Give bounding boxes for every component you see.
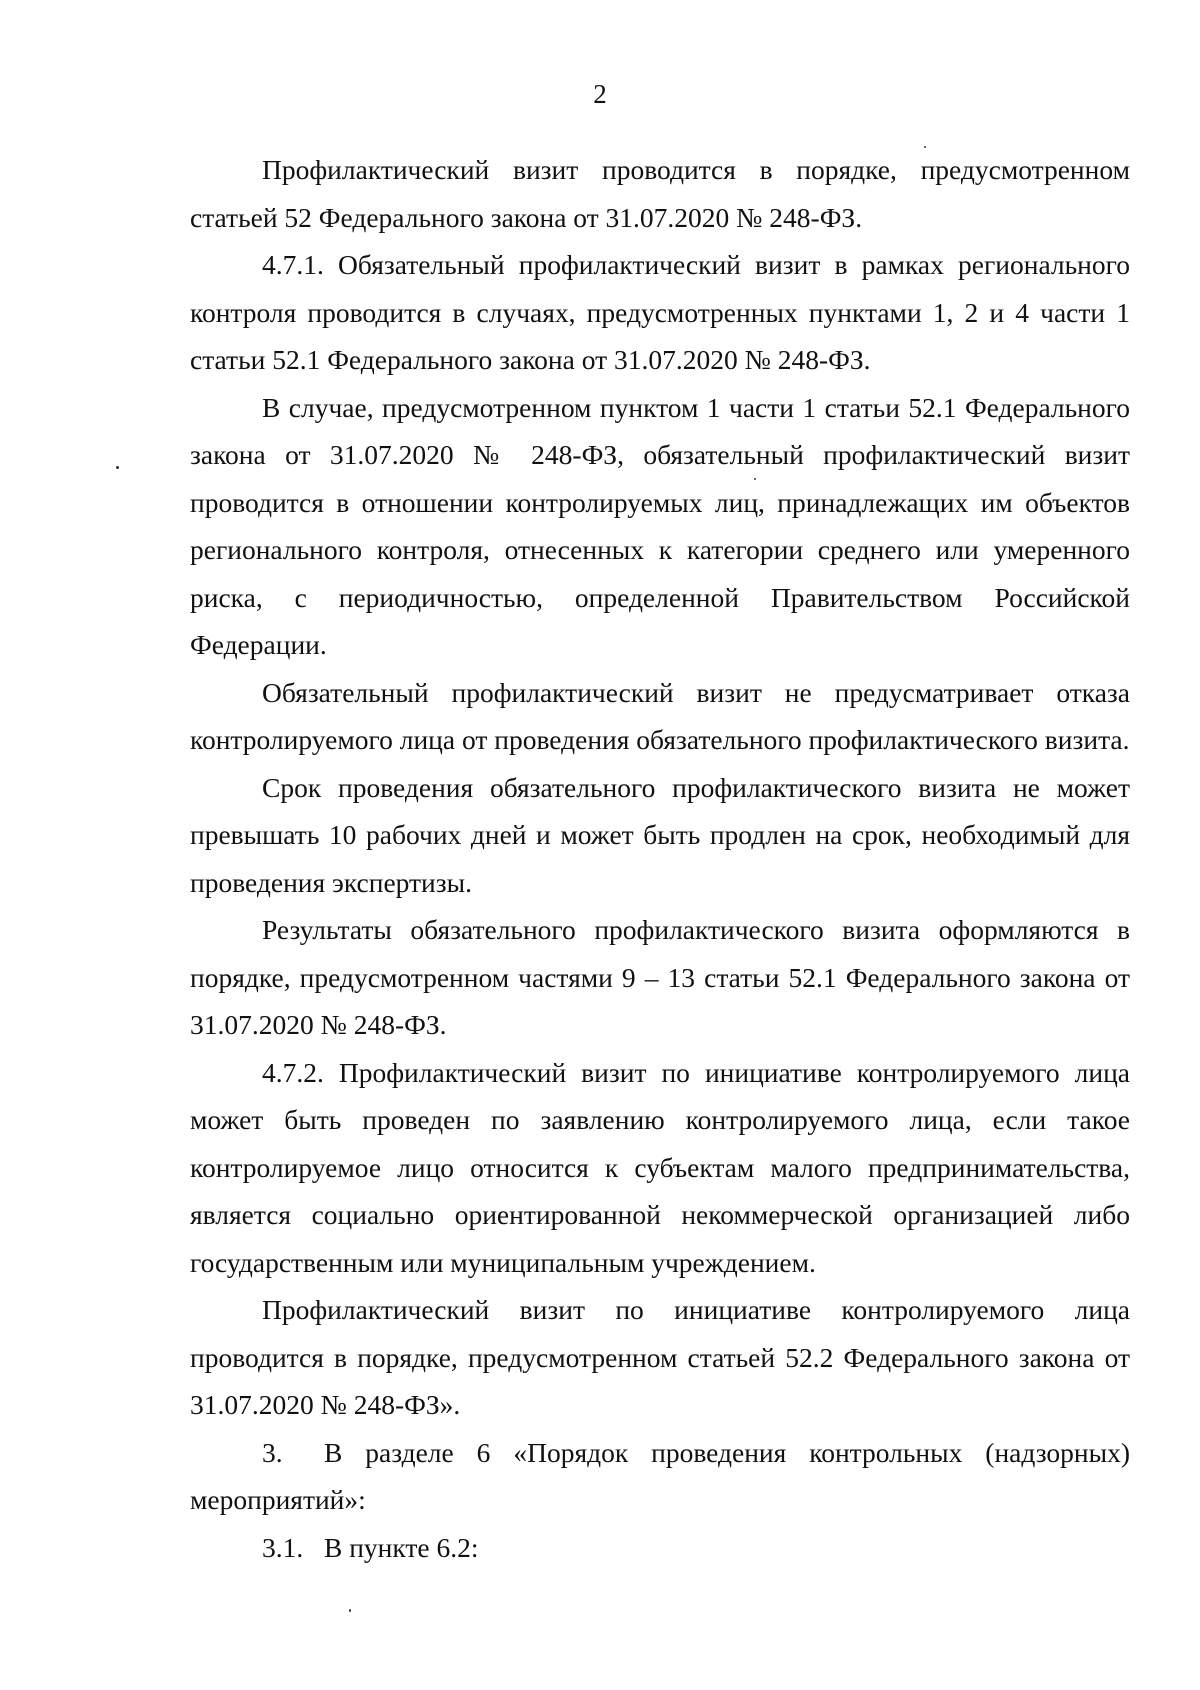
paragraph: Обязательный профилактический визит не предусматривает отказа контролируемого лица от проведения обязательного профилактического визита.	[190, 676, 1130, 755]
list-item-text: В разделе 6 «Порядок проведения контрольных (надзорных) мероприятий»:	[190, 1436, 1130, 1515]
scan-speck	[754, 478, 756, 480]
paragraph: Результаты обязательного профилактического визита оформляются в порядке, предусмотренном частями 9 – 13 статьи 52.1 Федерального закона от 31.07.2020 № 248-ФЗ.	[190, 914, 1130, 1040]
scan-speck	[116, 466, 119, 469]
list-item-text: В пункте 6.2:	[324, 1531, 479, 1563]
list-item-number: 3.1.	[262, 1531, 304, 1563]
document-body	[190, 146, 1130, 1571]
list-item-3-1	[190, 1524, 1130, 1572]
scan-speck	[349, 1609, 351, 1612]
paragraph: Срок проведения обязательного профилактического визита не может превышать 10 рабочих дней и может быть продлен на срок, необходимый для проведения экспертизы.	[190, 771, 1130, 898]
paragraph: Профилактический визит по инициативе контролируемого лица проводится в порядке, предусмотренном статьей 52.2 Федерального закона от 31.07.2020 № 248-ФЗ».	[190, 1294, 1130, 1420]
paragraph: В случае, предусмотренном пунктом 1 части 1 статьи 52.1 Федерального закона от 31.07.2020 № 248-ФЗ, обязательный профилактический визит проводится в отношении контролируемых лиц, принадлежащих им объектов регионального контроля, отнесенных к категории среднего или умеренного риска, с периодичностью, определенной Правительством Российской Федерации.	[190, 391, 1130, 660]
scan-speck	[924, 146, 926, 148]
paragraph: 4.7.2. Профилактический визит по инициативе контролируемого лица может быть проведен по заявлению контролируемого лица, если такое контролируемое лицо относится к субъектам малого предпринимательства, является социально ориентированной некоммерческой организацией либо государственным или муниципальным учреждением.	[190, 1056, 1130, 1278]
paragraph: Профилактический визит проводится в порядке, предусмотренном статьей 52 Федерального закона от 31.07.2020 № 248-ФЗ.	[190, 154, 1130, 233]
list-item-3	[190, 1429, 1130, 1524]
list-item-number: 3.	[262, 1436, 283, 1468]
page-number: 2	[593, 79, 607, 109]
paragraph: 4.7.1. Обязательный профилактический визит в рамках регионального контроля проводится в случаях, предусмотренных пунктами 1, 2 и 4 части 1 статьи 52.1 Федерального закона от 31.07.2020 № 248-ФЗ.	[190, 249, 1130, 375]
